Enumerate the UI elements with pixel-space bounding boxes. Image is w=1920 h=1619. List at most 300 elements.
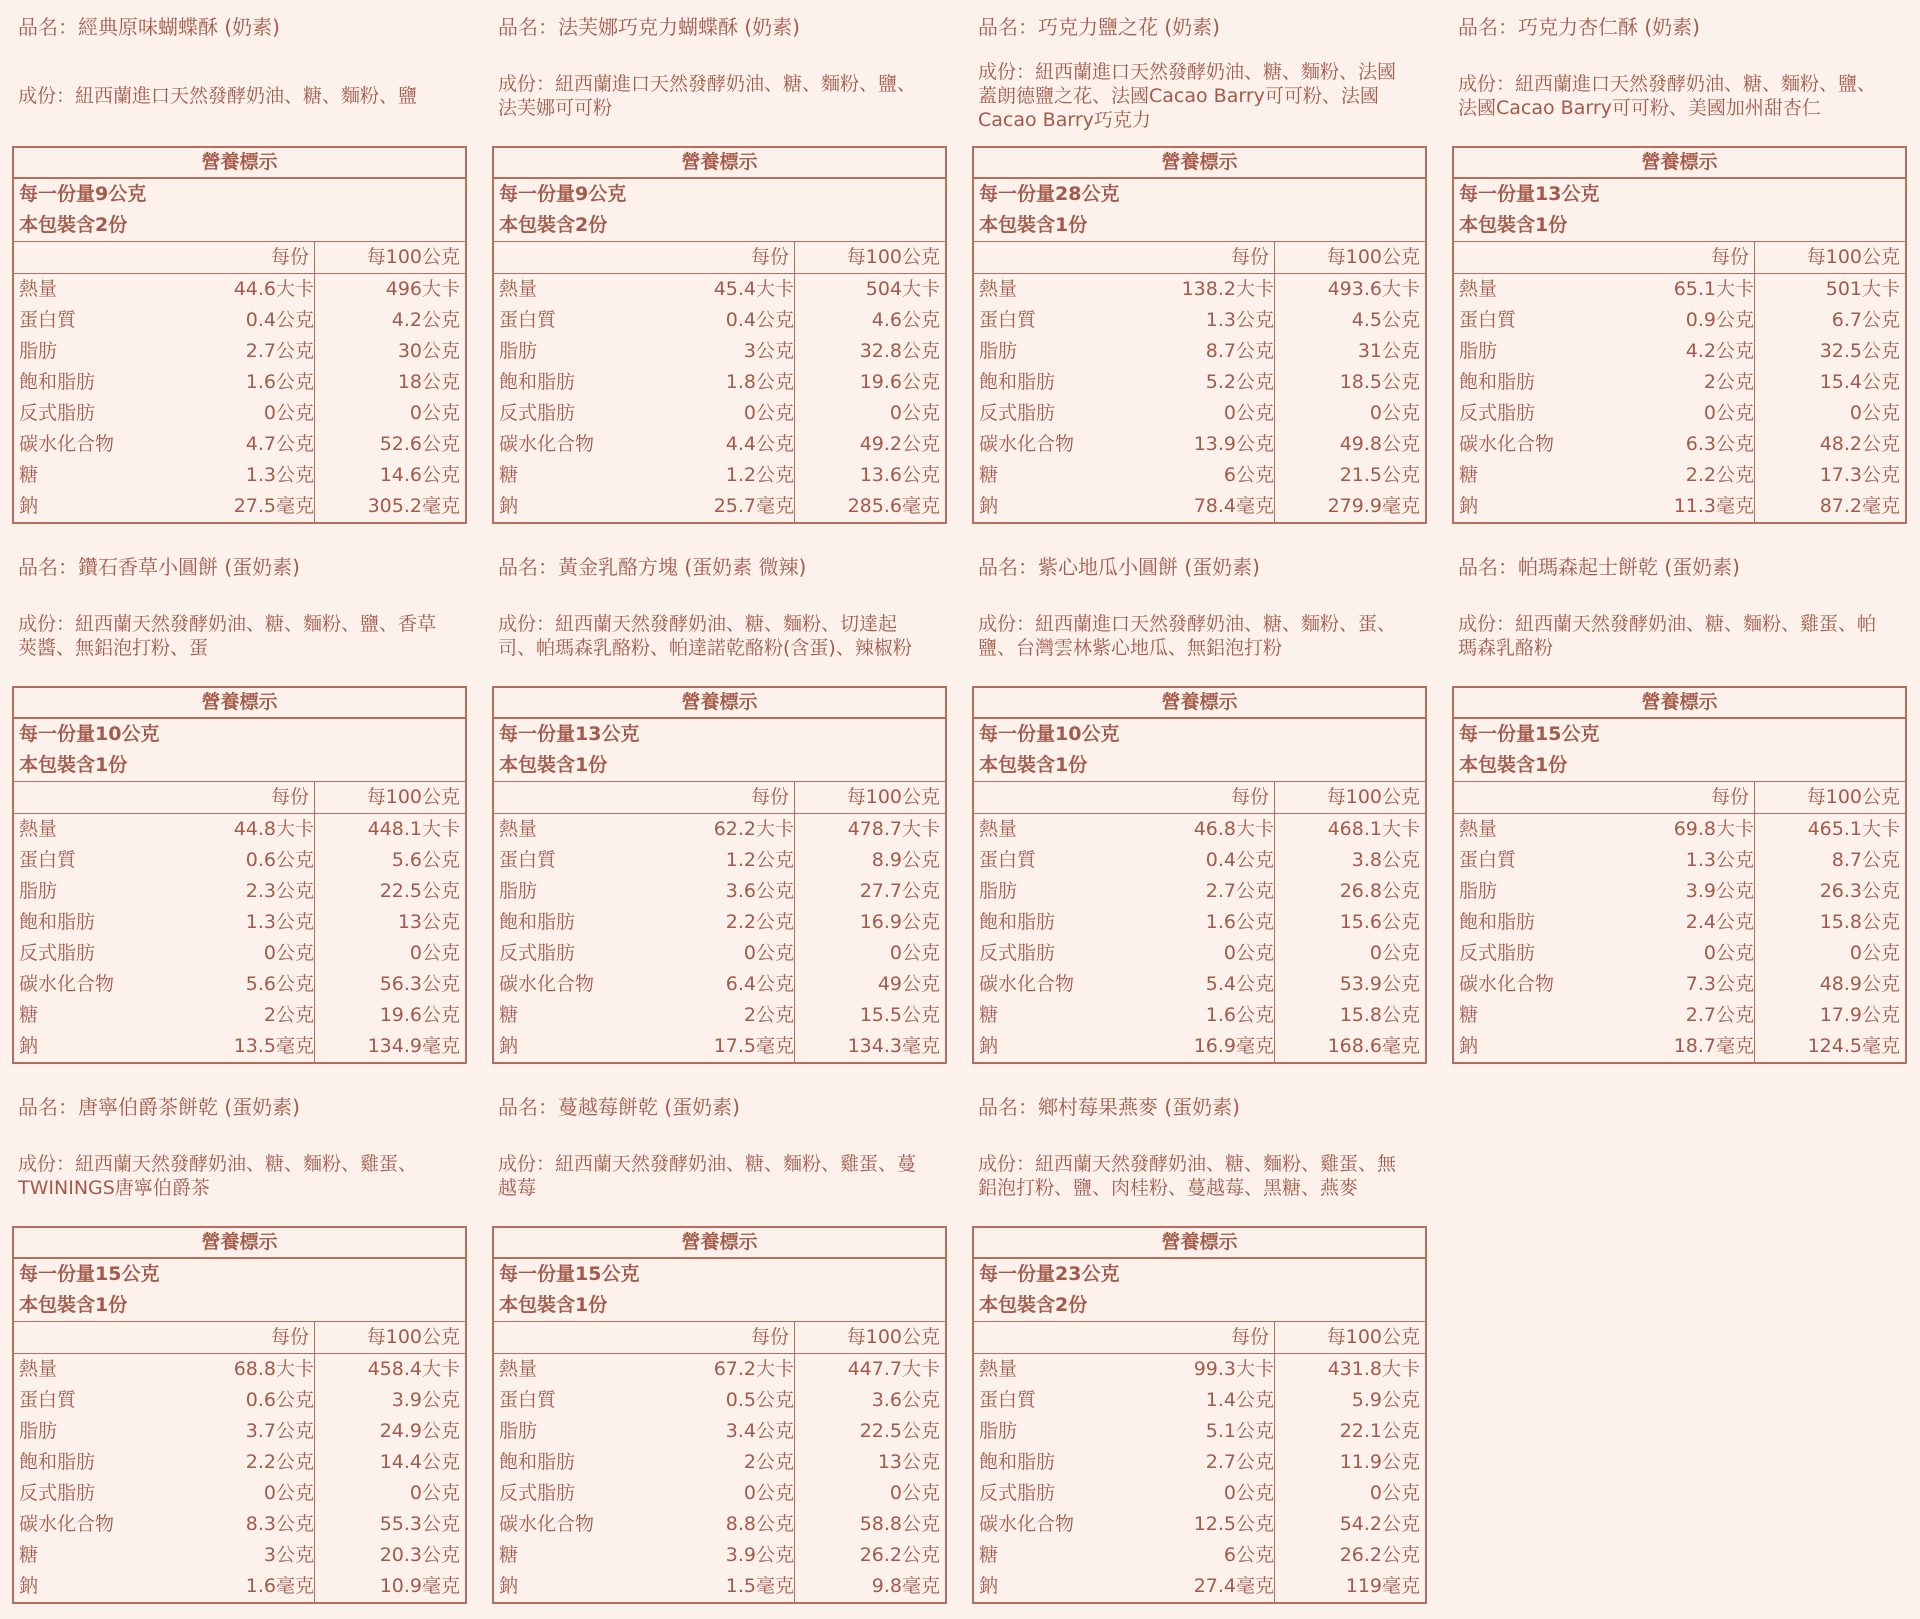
nutrient-name: 鈉: [499, 1035, 519, 1057]
nutrient-name: 糖: [979, 1544, 999, 1566]
nutrition-row: [1454, 938, 1905, 969]
nutrient-cell: [974, 1385, 1275, 1416]
nutrition-row: [494, 969, 945, 1000]
nutrient-name: 蛋白質: [979, 1389, 1037, 1411]
per-serving-value: 1.6毫克: [245, 1575, 314, 1597]
nutrient-name: 熱量: [979, 1358, 1018, 1380]
nutrient-name: 蛋白質: [19, 309, 77, 331]
nutrient-cell: [494, 398, 795, 429]
per-serving-value: 13.9公克: [1193, 433, 1274, 455]
nutrient-cell: [494, 336, 795, 367]
per-serving-value: 2.2公克: [725, 911, 794, 933]
per-serving-value: 0公克: [1223, 402, 1274, 424]
per-serving-value: 45.4大卡: [713, 278, 794, 300]
nutrient-cell: [1454, 274, 1755, 305]
per-100g-value: 8.7公克: [1831, 849, 1900, 871]
per-serving-label: 每份: [750, 1326, 789, 1348]
nutrient-cell: [494, 1571, 795, 1602]
nutrition-title: 營養標示: [14, 1228, 465, 1259]
per-100g-value: 30公克: [397, 340, 460, 362]
nutrient-name: 熱量: [1459, 818, 1498, 840]
nutrient-cell: [14, 398, 315, 429]
per-serving-value: 13.5毫克: [233, 1035, 314, 1057]
per-serving-value: 5.6公克: [245, 973, 314, 995]
nutrition-row: [1454, 429, 1905, 460]
nutrition-row: [14, 1540, 465, 1571]
per-100g-value: 4.6公克: [871, 309, 940, 331]
nutrient-name: 蛋白質: [499, 1389, 557, 1411]
per-100g-value: 3.8公克: [1351, 849, 1420, 871]
nutrition-row: [14, 1385, 465, 1416]
nutrient-name: 熱量: [19, 818, 58, 840]
serving-size: 每一份量10公克: [979, 723, 1120, 745]
per-serving-value: 0公克: [263, 1482, 314, 1504]
per-100g-value: 13.6公克: [859, 464, 940, 486]
per-100g-header: 每100公克: [1806, 786, 1900, 808]
nutrition-row: [14, 491, 465, 522]
per-serving-value: 0.5公克: [725, 1389, 794, 1411]
nutrition-row: [974, 1416, 1425, 1447]
servings-per-package: 本包裝含1份: [979, 214, 1088, 236]
nutrition-table: [1452, 686, 1907, 1064]
per-100g-value: 465.1大卡: [1807, 818, 1900, 840]
per-serving-value: 11.3毫克: [1673, 495, 1754, 517]
serving-size: 每一份量15公克: [19, 1263, 160, 1285]
nutrient-name: 碳水化合物: [979, 1513, 1075, 1535]
nutrient-name: 鈉: [19, 1035, 39, 1057]
nutrition-row: [14, 1416, 465, 1447]
nutrient-name: 熱量: [19, 278, 58, 300]
servings-per-package: 本包裝含1份: [979, 754, 1088, 776]
nutrition-row: [974, 1385, 1425, 1416]
nutrient-name: 飽和脂肪: [1459, 371, 1536, 393]
per-100g-value: 0公克: [409, 1482, 460, 1504]
per-serving-value: 2.2公克: [1685, 464, 1754, 486]
nutrition-header-row: [1454, 241, 1905, 274]
nutrient-cell: [494, 491, 795, 522]
per-100g-value: 0公克: [409, 942, 460, 964]
serving-size: 每一份量10公克: [19, 723, 160, 745]
per-100g-value: 0公克: [889, 942, 940, 964]
nutrition-row: [1454, 398, 1905, 429]
nutrition-header-row: [974, 241, 1425, 274]
nutrient-cell: [14, 1000, 315, 1031]
nutrient-cell: [14, 907, 315, 938]
nutrition-row: [1454, 845, 1905, 876]
nutrient-name: 脂肪: [979, 880, 1018, 902]
nutrient-name: 脂肪: [19, 1420, 58, 1442]
nutrient-cell: [974, 274, 1275, 305]
per-100g-value: 22.1公克: [1339, 1420, 1420, 1442]
product-name: 品名：巧克力杏仁酥 (奶素): [1458, 15, 1700, 39]
product-ingredients: 成份：紐西蘭天然發酵奶油、糖、麵粉、雞蛋、TWININGS唐寧伯爵茶: [18, 1153, 418, 1199]
per-serving-value: 1.3公克: [1685, 849, 1754, 871]
per-serving-value: 69.8大卡: [1673, 818, 1754, 840]
per-100g-value: 55.3公克: [379, 1513, 460, 1535]
per-serving-value: 1.3公克: [1205, 309, 1274, 331]
per-serving-value: 1.6公克: [1205, 1004, 1274, 1026]
per-serving-label: 每份: [1230, 246, 1269, 268]
per-100g-value: 49.2公克: [859, 433, 940, 455]
per-100g-value: 124.5毫克: [1807, 1035, 1900, 1057]
per-100g-header: 每100公克: [846, 246, 940, 268]
nutrient-name: 碳水化合物: [19, 973, 115, 995]
per-100g-value: 11.9公克: [1339, 1451, 1420, 1473]
nutrient-name: 反式脂肪: [499, 1482, 576, 1504]
nutrition-title: 營養標示: [14, 148, 465, 179]
nutrient-cell: [974, 305, 1275, 336]
nutrition-row: [1454, 876, 1905, 907]
nutrition-row: [974, 1354, 1425, 1385]
nutrition-row: [14, 907, 465, 938]
nutrient-name: 反式脂肪: [979, 402, 1056, 424]
nutrition-title: 營養標示: [974, 688, 1425, 719]
per-serving-value: 1.3公克: [245, 464, 314, 486]
nutrient-name: 蛋白質: [1459, 309, 1517, 331]
nutrient-cell: [974, 845, 1275, 876]
per-serving-value: 138.2大卡: [1181, 278, 1274, 300]
per-serving-header: [14, 1322, 315, 1353]
per-100g-value: 31公克: [1357, 340, 1420, 362]
nutrition-row: [14, 367, 465, 398]
nutrition-table: [492, 686, 947, 1064]
product-ingredients: 成份：紐西蘭天然發酵奶油、糖、麵粉、雞蛋、無鋁泡打粉、鹽、肉桂粉、蔓越莓、黑糖、燕麥: [978, 1153, 1397, 1199]
per-serving-value: 2公克: [743, 1004, 794, 1026]
nutrient-cell: [1454, 398, 1755, 429]
nutrient-name: 脂肪: [1459, 880, 1498, 902]
per-100g-value: 19.6公克: [859, 371, 940, 393]
per-serving-label: 每份: [1710, 246, 1749, 268]
per-100g-value: 13公克: [397, 911, 460, 933]
nutrition-row: [494, 367, 945, 398]
per-100g-value: 15.4公克: [1819, 371, 1900, 393]
nutrient-cell: [14, 938, 315, 969]
per-serving-value: 3公克: [743, 340, 794, 362]
per-100g-header: 每100公克: [366, 246, 460, 268]
per-100g-value: 53.9公克: [1339, 973, 1420, 995]
per-serving-value: 25.7毫克: [713, 495, 794, 517]
nutrient-cell: [1454, 429, 1755, 460]
nutrition-row: [494, 1571, 945, 1602]
nutrient-name: 碳水化合物: [979, 433, 1075, 455]
nutrition-row: [494, 938, 945, 969]
per-100g-value: 279.9毫克: [1327, 495, 1420, 517]
nutrition-table: [972, 686, 1427, 1064]
nutrient-cell: [1454, 814, 1755, 845]
nutrient-cell: [14, 336, 315, 367]
per-100g-header: 每100公克: [1326, 786, 1420, 808]
nutrition-row: [14, 398, 465, 429]
per-100g-value: 6.7公克: [1831, 309, 1900, 331]
per-serving-value: 2.7公克: [1685, 1004, 1754, 1026]
nutrient-cell: [14, 305, 315, 336]
product-ingredients: 成份：紐西蘭進口天然發酵奶油、糖、麵粉、鹽、法芙娜可可粉: [498, 73, 917, 119]
nutrition-header-row: [974, 1321, 1425, 1354]
nutrition-row: [974, 1540, 1425, 1571]
product-card: [972, 1088, 1427, 1614]
per-serving-header: [974, 242, 1275, 273]
product-card: [12, 8, 467, 534]
nutrition-row: [974, 1031, 1425, 1062]
per-serving-value: 3.9公克: [725, 1544, 794, 1566]
per-100g-value: 4.5公克: [1351, 309, 1420, 331]
nutrient-name: 碳水化合物: [19, 1513, 115, 1535]
per-serving-header: [974, 782, 1275, 813]
per-serving-value: 44.6大卡: [233, 278, 314, 300]
per-100g-value: 26.8公克: [1339, 880, 1420, 902]
nutrient-cell: [494, 1447, 795, 1478]
nutrient-name: 蛋白質: [19, 1389, 77, 1411]
nutrient-cell: [1454, 1031, 1755, 1062]
nutrient-name: 鈉: [1459, 495, 1479, 517]
per-100g-value: 87.2毫克: [1819, 495, 1900, 517]
serving-size: 每一份量13公克: [499, 723, 640, 745]
nutrition-title: 營養標示: [494, 1228, 945, 1259]
nutrition-row: [974, 845, 1425, 876]
servings-per-package: 本包裝含1份: [499, 1294, 608, 1316]
nutrition-row: [14, 1031, 465, 1062]
nutrition-row: [974, 367, 1425, 398]
product-name: 品名：經典原味蝴蝶酥 (奶素): [18, 15, 280, 39]
per-serving-value: 4.7公克: [245, 433, 314, 455]
per-100g-value: 32.5公克: [1819, 340, 1900, 362]
per-100g-value: 58.8公克: [859, 1513, 940, 1535]
nutrition-row: [14, 1571, 465, 1602]
product-name: 品名：唐寧伯爵茶餅乾 (蛋奶素): [18, 1095, 300, 1119]
nutrition-row: [494, 491, 945, 522]
nutrient-name: 蛋白質: [499, 309, 557, 331]
serving-size: 每一份量9公克: [499, 183, 627, 205]
product-ingredients: 成份：紐西蘭進口天然發酵奶油、糖、麵粉、蛋、鹽、台灣雲林紫心地瓜、無鋁泡打粉: [978, 613, 1397, 659]
nutrition-row: [494, 460, 945, 491]
nutrient-name: 飽和脂肪: [1459, 911, 1536, 933]
nutrient-name: 脂肪: [979, 1420, 1018, 1442]
product-ingredients: 成份：紐西蘭天然發酵奶油、糖、麵粉、雞蛋、帕瑪森乳酪粉: [1458, 613, 1877, 659]
nutrient-cell: [14, 460, 315, 491]
nutrient-name: 碳水化合物: [499, 973, 595, 995]
per-serving-value: 62.2大卡: [713, 818, 794, 840]
nutrition-row: [974, 274, 1425, 305]
nutrient-name: 飽和脂肪: [499, 1451, 576, 1473]
nutrient-name: 飽和脂肪: [19, 911, 96, 933]
nutrition-title: 營養標示: [974, 148, 1425, 179]
nutrient-name: 鈉: [1459, 1035, 1479, 1057]
per-serving-header: [494, 782, 795, 813]
per-serving-value: 1.3公克: [245, 911, 314, 933]
nutrient-cell: [1454, 305, 1755, 336]
per-serving-header: [1454, 782, 1755, 813]
per-serving-value: 2公克: [1703, 371, 1754, 393]
per-serving-value: 1.8公克: [725, 371, 794, 393]
nutrition-table: [12, 1226, 467, 1604]
nutrient-cell: [1454, 1000, 1755, 1031]
product-name: 品名：鄉村莓果燕麥 (蛋奶素): [978, 1095, 1240, 1119]
nutrition-header-row: [494, 1321, 945, 1354]
serving-size: 每一份量28公克: [979, 183, 1120, 205]
per-100g-value: 5.9公克: [1351, 1389, 1420, 1411]
nutrition-row: [494, 1385, 945, 1416]
nutrient-name: 反式脂肪: [499, 402, 576, 424]
per-100g-value: 5.6公克: [391, 849, 460, 871]
per-100g-value: 0公克: [1369, 1482, 1420, 1504]
servings-per-package: 本包裝含2份: [499, 214, 608, 236]
nutrient-cell: [494, 1478, 795, 1509]
nutrient-cell: [14, 274, 315, 305]
per-serving-value: 4.2公克: [1685, 340, 1754, 362]
nutrient-name: 糖: [499, 1544, 519, 1566]
nutrition-row: [14, 938, 465, 969]
nutrient-cell: [494, 305, 795, 336]
nutrient-cell: [14, 1478, 315, 1509]
per-serving-value: 0公克: [743, 942, 794, 964]
per-100g-header: 每100公克: [1806, 246, 1900, 268]
nutrition-table: [12, 686, 467, 1064]
nutrition-row: [1454, 460, 1905, 491]
nutrient-cell: [974, 814, 1275, 845]
per-serving-value: 1.4公克: [1205, 1389, 1274, 1411]
nutrient-name: 碳水化合物: [499, 433, 595, 455]
nutrient-name: 蛋白質: [979, 849, 1037, 871]
nutrient-cell: [974, 367, 1275, 398]
per-100g-value: 468.1大卡: [1327, 818, 1420, 840]
per-100g-value: 0公克: [889, 1482, 940, 1504]
nutrient-name: 脂肪: [499, 880, 538, 902]
nutrient-name: 糖: [499, 464, 519, 486]
per-serving-value: 1.5毫克: [725, 1575, 794, 1597]
per-serving-value: 4.4公克: [725, 433, 794, 455]
nutrient-cell: [974, 1447, 1275, 1478]
nutrient-cell: [14, 491, 315, 522]
per-100g-value: 15.8公克: [1339, 1004, 1420, 1026]
nutrient-name: 碳水化合物: [1459, 433, 1555, 455]
per-serving-value: 0公克: [1223, 942, 1274, 964]
per-100g-value: 9.8毫克: [871, 1575, 940, 1597]
per-100g-value: 4.2公克: [391, 309, 460, 331]
per-100g-value: 49公克: [877, 973, 940, 995]
per-100g-value: 0公克: [1369, 942, 1420, 964]
product-ingredients: 成份：紐西蘭天然發酵奶油、糖、麵粉、雞蛋、蔓越莓: [498, 1153, 917, 1199]
per-100g-value: 478.7大卡: [847, 818, 940, 840]
per-serving-value: 6.4公克: [725, 973, 794, 995]
nutrition-row: [1454, 969, 1905, 1000]
product-name: 品名：法芙娜巧克力蝴蝶酥 (奶素): [498, 15, 800, 39]
nutrition-table: [972, 1226, 1427, 1604]
per-100g-value: 14.6公克: [379, 464, 460, 486]
product-ingredients: 成份：紐西蘭進口天然發酵奶油、糖、麵粉、法國蓋朗德鹽之花、法國Cacao Barry可可粉、法國Cacao Barry巧克力: [978, 61, 1397, 131]
nutrient-cell: [974, 1416, 1275, 1447]
per-100g-value: 17.3公克: [1819, 464, 1900, 486]
nutrition-table: [492, 1226, 947, 1604]
nutrient-cell: [974, 969, 1275, 1000]
nutrient-cell: [14, 1354, 315, 1385]
product-ingredients: 成份：紐西蘭天然發酵奶油、糖、麵粉、切達起司、帕瑪森乳酪粉、帕達諾乾酪粉(含蛋)、辣椒粉: [498, 613, 912, 659]
nutrient-name: 飽和脂肪: [499, 911, 576, 933]
nutrition-table: [1452, 146, 1907, 524]
nutrition-row: [494, 305, 945, 336]
nutrition-row: [494, 1447, 945, 1478]
product-name: 品名：紫心地瓜小圓餅 (蛋奶素): [978, 555, 1260, 579]
nutrient-cell: [494, 814, 795, 845]
per-serving-value: 3公克: [263, 1544, 314, 1566]
nutrition-row: [974, 460, 1425, 491]
per-100g-value: 305.2毫克: [367, 495, 460, 517]
nutrient-cell: [1454, 907, 1755, 938]
nutrient-cell: [14, 367, 315, 398]
nutrition-title: 營養標示: [974, 1228, 1425, 1259]
nutrient-cell: [494, 429, 795, 460]
per-serving-value: 12.5公克: [1193, 1513, 1274, 1535]
nutrient-name: 反式脂肪: [19, 402, 96, 424]
per-serving-value: 18.7毫克: [1673, 1035, 1754, 1057]
nutrition-row: [14, 460, 465, 491]
nutrient-name: 脂肪: [1459, 340, 1498, 362]
nutrient-cell: [14, 1571, 315, 1602]
per-serving-label: 每份: [1710, 786, 1749, 808]
servings-per-package: 本包裝含2份: [19, 214, 128, 236]
per-serving-value: 0公克: [1223, 1482, 1274, 1504]
per-100g-value: 21.5公克: [1339, 464, 1420, 486]
nutrient-cell: [974, 1000, 1275, 1031]
per-serving-header: [14, 242, 315, 273]
per-serving-value: 6公克: [1223, 1544, 1274, 1566]
nutrition-row: [974, 907, 1425, 938]
per-serving-value: 0公克: [1703, 402, 1754, 424]
nutrient-cell: [14, 969, 315, 1000]
per-100g-value: 0公克: [409, 402, 460, 424]
nutrient-name: 熱量: [499, 278, 538, 300]
per-100g-header: 每100公克: [1326, 1326, 1420, 1348]
nutrient-cell: [494, 1416, 795, 1447]
nutrient-cell: [14, 814, 315, 845]
nutrient-cell: [494, 907, 795, 938]
per-100g-value: 17.9公克: [1819, 1004, 1900, 1026]
nutrient-name: 糖: [979, 1004, 999, 1026]
nutrient-cell: [974, 491, 1275, 522]
per-100g-value: 24.9公克: [379, 1420, 460, 1442]
per-100g-value: 20.3公克: [379, 1544, 460, 1566]
per-100g-value: 134.9毫克: [367, 1035, 460, 1057]
nutrient-cell: [974, 429, 1275, 460]
per-100g-value: 8.9公克: [871, 849, 940, 871]
nutrition-table: [972, 146, 1427, 524]
nutrient-name: 反式脂肪: [19, 942, 96, 964]
per-100g-value: 18.5公克: [1339, 371, 1420, 393]
per-serving-value: 65.1大卡: [1673, 278, 1754, 300]
per-serving-header: [1454, 242, 1755, 273]
per-100g-value: 168.6毫克: [1327, 1035, 1420, 1057]
nutrition-header-row: [1454, 781, 1905, 814]
nutrition-header-row: [494, 781, 945, 814]
per-serving-value: 5.1公克: [1205, 1420, 1274, 1442]
nutrient-name: 脂肪: [19, 340, 58, 362]
per-serving-label: 每份: [1230, 1326, 1269, 1348]
nutrition-row: [974, 938, 1425, 969]
per-100g-value: 134.3毫克: [847, 1035, 940, 1057]
servings-per-package: 本包裝含1份: [19, 1294, 128, 1316]
nutrient-name: 反式脂肪: [979, 1482, 1056, 1504]
nutrient-cell: [1454, 969, 1755, 1000]
nutrient-name: 碳水化合物: [1459, 973, 1555, 995]
nutrient-cell: [14, 876, 315, 907]
nutrient-name: 碳水化合物: [19, 433, 115, 455]
per-serving-value: 27.4毫克: [1193, 1575, 1274, 1597]
per-serving-value: 0公克: [263, 402, 314, 424]
per-serving-header: [494, 242, 795, 273]
per-100g-header: 每100公克: [846, 1326, 940, 1348]
per-100g-value: 285.6毫克: [847, 495, 940, 517]
per-serving-value: 3.7公克: [245, 1420, 314, 1442]
nutrient-name: 飽和脂肪: [979, 1451, 1056, 1473]
